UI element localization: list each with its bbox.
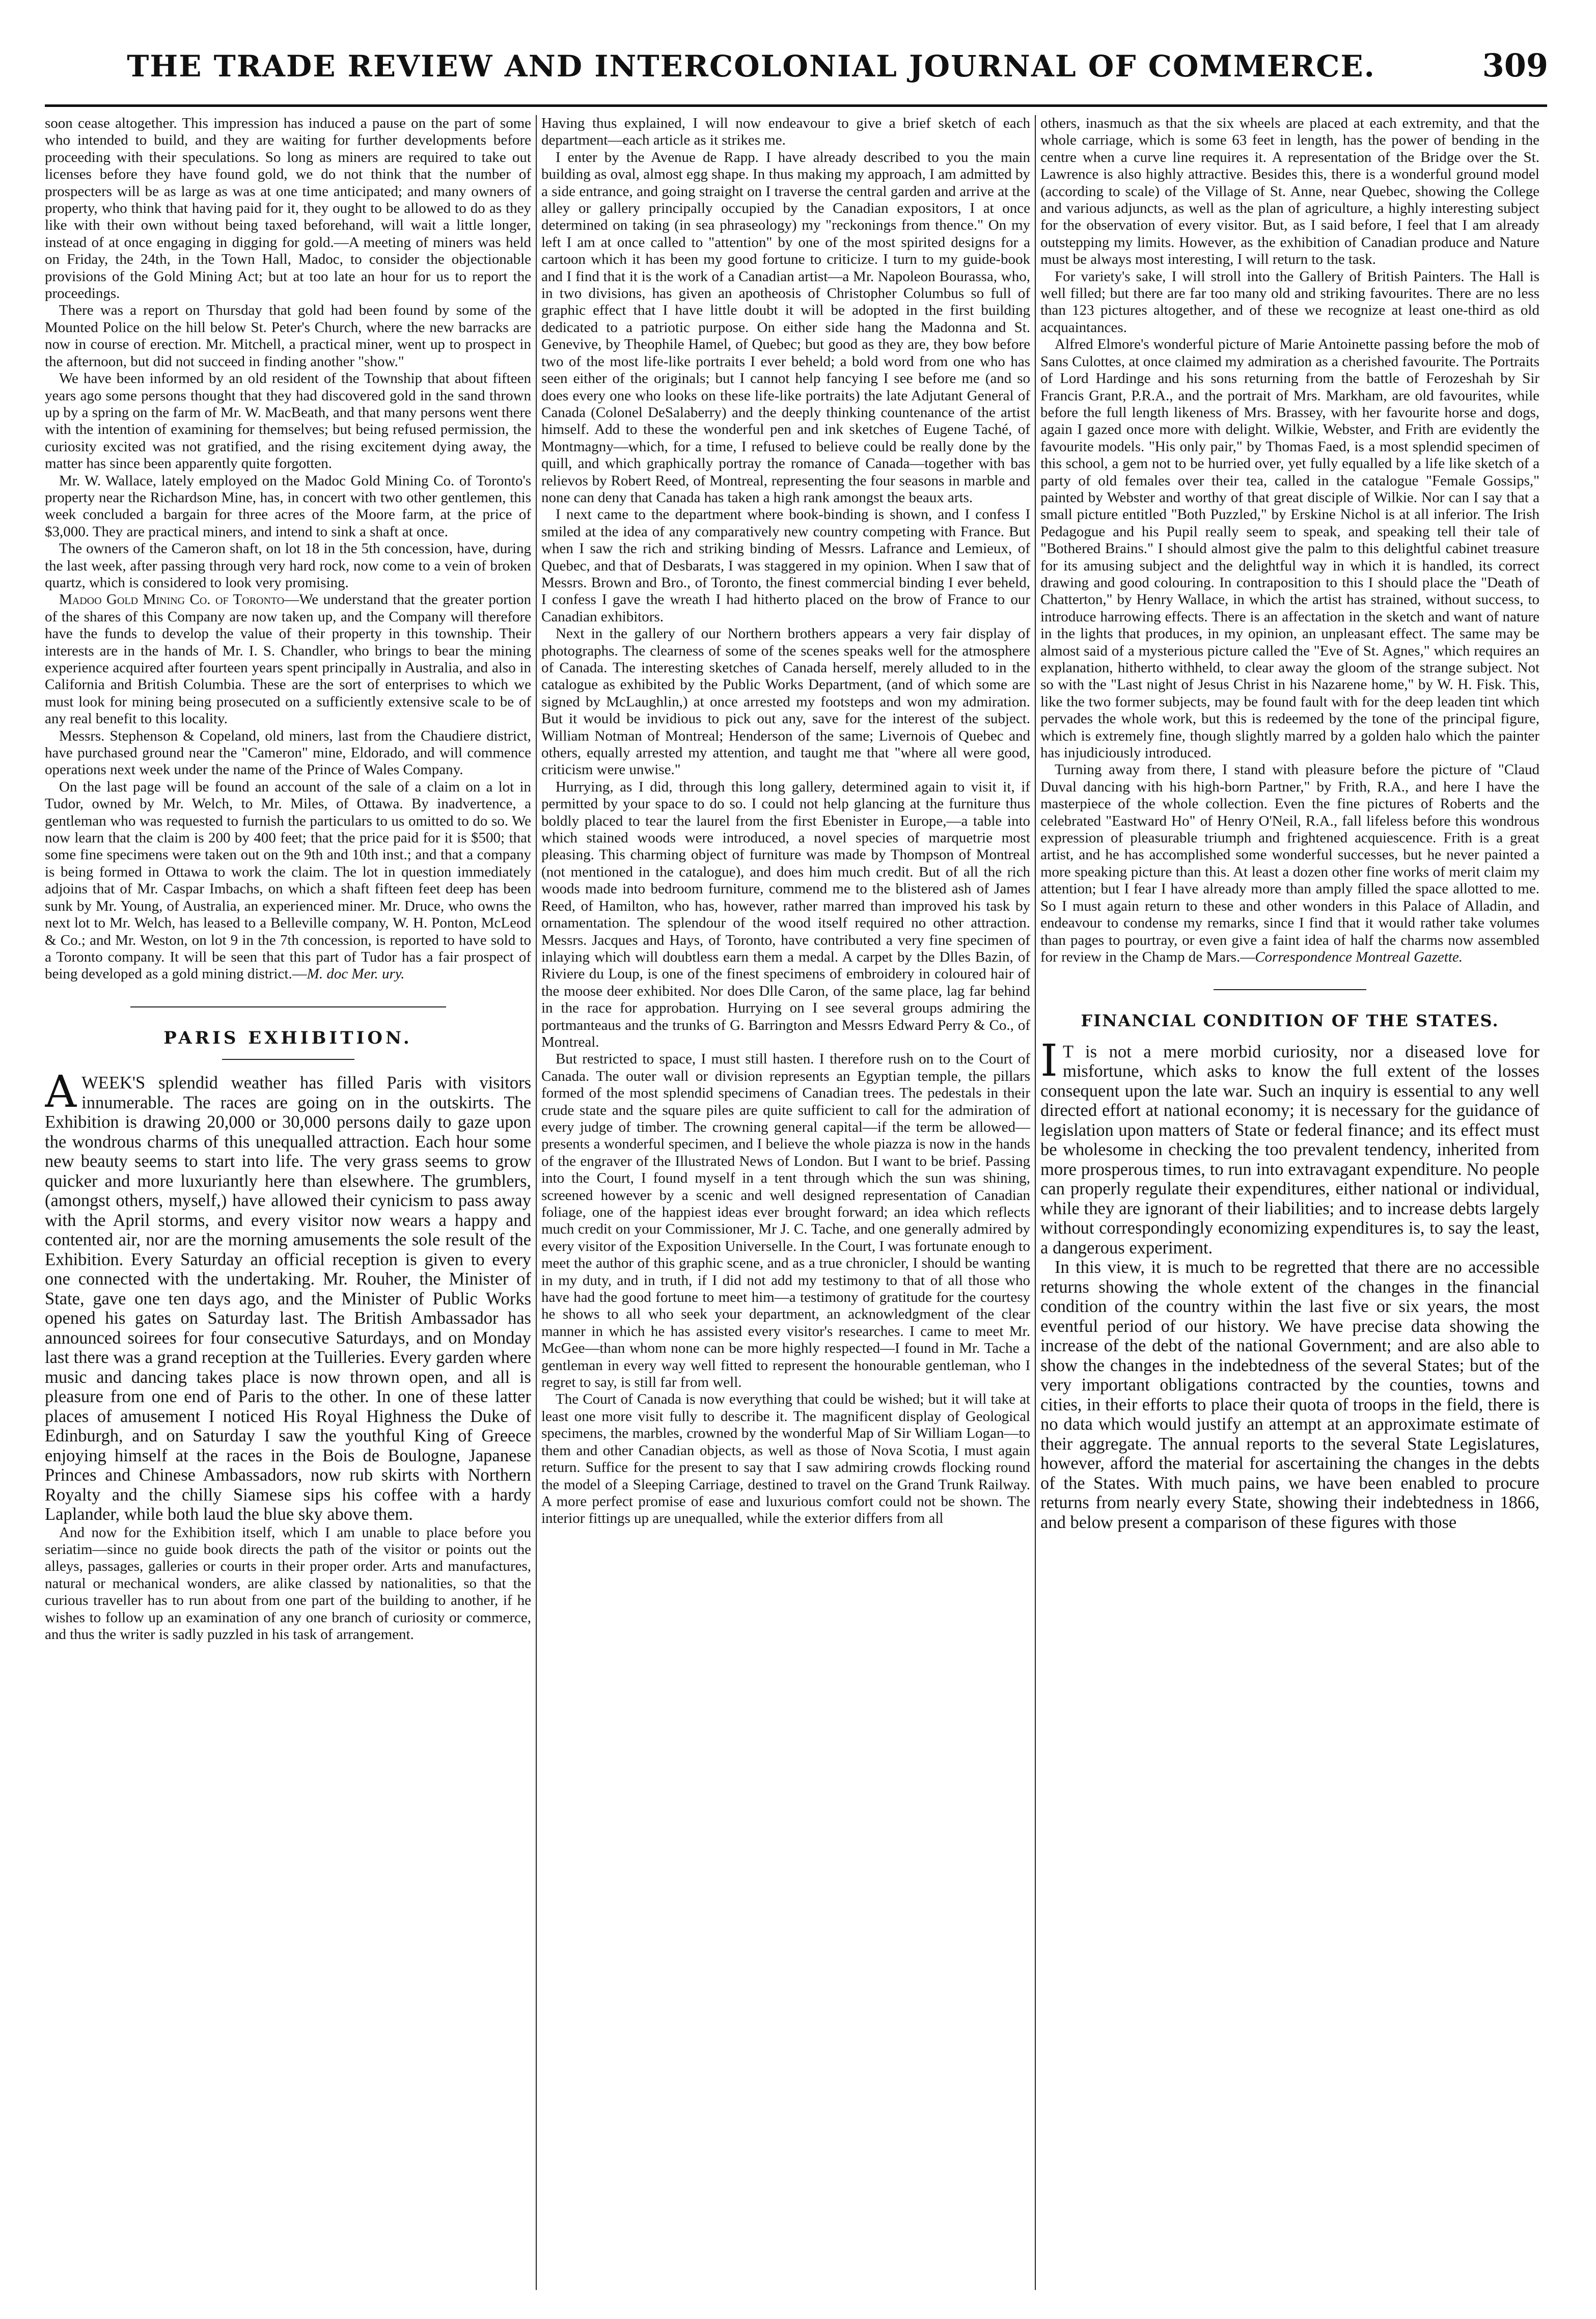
source-credit: Correspondence Montreal Gazette. bbox=[1255, 948, 1463, 965]
paragraph-text: On the last page will be found an account of the sale of a claim on a lot in Tudor, owned by Mr. Welch, to Mr. Miles, of Ottawa. By inadvertence, a gentleman who was requested to furnish the particulars to us omitted to do so. We now learn that the claim is 200 by 400 feet; that the price paid for it is $500; that some fine specimens were taken out on the 9th and 10th inst.; and that a company is being formed in Ottawa to work the claim. The lot in question immediately adjoins that of Mr. Caspar Imbachs, on which a shaft fifteen feet deep has been sunk by Mr. Young, of Australia, an experienced miner. Mr. Druce, who owns the next lot to Mr. Welch, has leased to a Belleville company, W. H. Ponton, McLeod & Co.; and Mr. Weston, on lot 9 in the 7th concession, is reported to have sold to a Toronto company. It will be seen that this part of Tudor has a fair prospect of being developed as a gold mining district.— bbox=[45, 778, 531, 983]
article-paragraph: soon cease altogether. This impression has induced a pause on the part of some who intended to build, and they are waiting for further developments before proceeding with their speculations. So long as miners are required to take out licenses before they have found gold, we do not think that the number of prospecters will be as large as was at one time anticipated; and many owners of property, who think that having paid for it, they ought to be allowed to do as they like with their own without being taxed beforehand, will wait a little longer, instead of at once engaging in digging for gold.—A meeting of miners was held on Friday, the 24th, in the Town Hall, Madoc, to consider the objectionable provisions of the Gold Mining Act; but at too late an hour for us to report the proceedings. bbox=[45, 115, 531, 302]
article-paragraph bbox=[45, 779, 531, 983]
article-headline-paris: PARIS EXHIBITION. bbox=[163, 1027, 412, 1048]
section-divider bbox=[1214, 989, 1366, 990]
headline-rule bbox=[222, 1059, 354, 1060]
article-paragraph: Having thus explained, I will now endeavour to give a brief sketch of each department—each article as it strikes me. bbox=[541, 115, 1030, 149]
article-paragraph: I enter by the Avenue de Rapp. I have already described to you the main building as oval, almost egg shape. In thus making my approach, I am admitted by a side entrance, and going straight on I traverse the central garden and arrive at the alley or gallery principally occupied by the Canadian expositors, I at once determined on taking (in sea phraseology) my "reckonings from thence." On my left I am at once called to "attention" by one of the most spirited designs for a cartoon which it has been my good fortune to criticize. I turn to my guide-book and I find that it is the work of a Canadian artist—a Mr. Napoleon Bourassa, who, in two divisions, has given an apotheosis of Christopher Columbus so full of graphic effect that I have little doubt it will be adopted in the first building dedicated to a patriotic purpose. On either side hang the Madonna and St. Genevive, by Theophile Hamel, of Quebec; but good as they are, they bow before two of the most life-like portraits I ever beheld; a bold word from one who has seen either of the originals; but I cannot help fancying I see before me (and so does every one who looks on these life-like portraits) the late Adjutant General of Canada (Colonel DeSalaberry) and the deeply thinking countenance of the artist himself. Add to these the wonderful pen and ink sketches of Eugene Taché, of Montmagny—which, for a time, I refused to believe could be really done by the quill, and which graphically portray the romance of Canada—together with bas relievos by Robert Reed, of Montreal, representing the four seasons in marble and none can deny that Canada has taken a high rank amongst the beaux arts. bbox=[541, 149, 1030, 506]
article-paragraph bbox=[1040, 761, 1539, 966]
drop-cap: I bbox=[1040, 1035, 1058, 1086]
paragraph-text: Turning away from there, I stand with pleasure before the picture of "Claud Duval dancing with his high-born Partner," by Frith, R.A., and here I have the masterpiece of the whole collection. Even the fine pictures of Roberts and the celebrated "Eastward Ho" of Henry O'Neil, R.A., fall lifeless before this wondrous expression of pleasurable triumph and frightened acquiescence. Frith is a great artist, and he has accomplished some wonderful successes, but he never painted a more speaking picture than this. At least a dozen other fine works of merit claim my attention; but I fear I have already more than amply filled the space allotted to me. So I must again return to these and other wonders in this Palace of Alladin, and endeavour to condense my remarks, since I find that it would rather take volumes than pages to pourtray, or even give a faint idea of half the charms now assembled for review in the Champ de Mars.— bbox=[1040, 761, 1539, 965]
article-paragraph: The Court of Canada is now everything that could be wished; but it will take at least one more visit fully to describe it. The magnificent display of Geological specimens, the marbles, crowned by the wonderful Map of Sir William Logan—to them and other Canadian objects, as well as those of Nova Scotia, I must again return. Suffice for the present to say that I saw admiring crowds flocking round the model of a Sleeping Carriage, destined to travel on the Grand Trunk Railway. A more perfect promise of ease and luxurious comfort could not be shown. The interior fittings up are unequalled, while the exterior differs from all bbox=[541, 1391, 1030, 1527]
article-headline-financial: FINANCIAL CONDITION OF THE STATES. bbox=[1081, 1011, 1499, 1031]
article-paragraph: Alfred Elmore's wonderful picture of Marie Antoinette passing before the mob of Sans Culottes, at once claimed my admiration as a cherished favourite. The Portraits of Lord Hardinge and his sons returning from the battle of Ferozeshah by Sir Francis Grant, P.R.A., and the portrait of Mrs. Markham, are old favourites, while before the full length likeness of Mrs. Brassey, with her favourite horse and dogs, again I gazed once more with delight. Wilkie, Webster, and Frith are evidently the favourite models. "His only pair," by Thomas Faed, is a most splendid specimen of this school, a gem not to be hurried over, yet fully equalled by a life like sketch of a party of old females over their tea, called in the catalogue "Female Gossips," painted by Webster and worthy of that great disciple of Wilkie. Nor can I say that a small picture entitled "Both Puzzled," by Erskine Nichol is at all inferior. The Irish Pedagogue and his Pupil really seem to speak, and speaking tell their tale of "Bothered Brains." I should almost give the palm to this delightful cabinet treasure for its amusing subject and the delightful way in which it is handled, its correct drawing and good colouring. In contraposition to this I should place the "Death of Chatterton," by Henry Wallace, in which the artist has strained, without success, to introduce harrowing effects. There is an affectation in the sketch and want of nature in the lights that produces, in my opinion, an unpleasant effect. The same may be almost said of a mysterious picture called the "Eve of St. Agnes," which requires an explanation, hitherto withheld, to clear away the gloom of the strange subject. Not so with the "Last night of Jesus Christ in his Nazarene home," by W. H. Fisk. This, like the two former subjects, may be found fault with for the deep leaden tint which pervades the whole work, but this is redeemed by the tone of the principal figure, which is extremely fine, though slightly marred by a golden halo which the painter has injudiciously introduced. bbox=[1040, 336, 1539, 761]
column-divider bbox=[536, 115, 537, 2290]
article-paragraph bbox=[45, 591, 531, 727]
source-credit: M. doc Mer. ury. bbox=[307, 966, 405, 983]
article-paragraph: But restricted to space, I must still hasten. I therefore rush on to the Court of Canada. The outer wall or division represents an Egyptian temple, the pillars formed of the most splendid specimens of Canadian trees. The pedestals in their crude state and the square piles are quite sufficient to call for the admiration of every judge of timber. The crowning general capital—if the term be allowed—presents a wonderful specimen, and I believe the whole piazza is now in the hands of the engraver of the Illustrated News of London. But I want to be brief. Passing into the Court, I found myself in a tent through which the sun was shining, screened however by a scenic and well designed representation of Canadian foliage, one of the happiest ideas ever brought forward; an idea which reflects much credit on your Commissioner, Mr J. C. Tache, and one generally admired by every visitor of the Exposition Universelle. In the Court, I was fortunate enough to meet the author of this graphic scene, and as a true chronicler, I should be wanting in my duty, and in truth, if I did not add my testimony to that of all those who have had the good fortune to meet him—a testimony of gratitude for the courtesy he shows to all who seek your department, an acknowledgment of the clear manner in which he has assisted every visitor's researches. I came to meet Mr. McGee—than whom none can be more highly respected—I found in Mr. Tache a gentleman in every way well fitted to represent the honourable gentleman, who I regret to say, is still far from well. bbox=[541, 1051, 1030, 1391]
page-number: 309 bbox=[1482, 47, 1548, 84]
article-paragraph: Next in the gallery of our Northern brothers appears a very fair display of photographs. The clearness of some of the scenes speaks well for the atmosphere of Canada. The interesting sketches of Canada herself, merely alluded to in the catalogue as exhibited by the Public Works Department, (and of which some are signed by McLaughlin,) at once arrested my footsteps and won my admiration. But it would be invidious to pick out any, save for the interest of the subject. William Notman of Montreal; Henderson of the same; Livernois of Quebec and others, equally arrested my attention, and taught me that "where all were good, criticism were unwise." bbox=[541, 625, 1030, 778]
paragraph-text: —We understand that the greater portion of the shares of this Company are now taken up, and the Company will therefore have the funds to develop the value of their property in this township. Their interests are in the hands of Mr. I. S. Chandler, who brings to bear the mining experience acquired after fourteen years spent principally in Australia, and also in California and British Columbia. These are the sort of enterprises to which we must look for mining being prosecuted on a sufficiently extensive scale to be of any real benefit to this locality. bbox=[45, 591, 531, 727]
article-paragraph: Hurrying, as I did, through this long gallery, determined again to visit it, if permitted by your space to do so. I could not help glancing at the furniture thus boldly placed to tear the laurel from the first Ebenister in Europe,—a table into which stained woods were introduced, a novel species of marquetrie most pleasing. This charming object of furniture was made by Thompson of Montreal (not mentioned in the catalogue), and does him much credit. But of all the rich woods made into bedroom furniture, commend me to the blistered ash of James Reed, of Hamilton, who has, however, rather marred than improved his task by ornamentation. The splendour of the wood itself required no other attraction. Messrs. Jacques and Hays, of Toronto, have contributed a very fine specimen of inlaying which will doubtless earn them a medal. A carpet by the Dlles Bazin, of Riviere du Loup, is one of the finest specimens of embroidery in coloured hair of the moose deer exhibited. Nor does Dlle Caron, of the same place, lag far behind in the race for approbation. Hurrying on I see several groups admiring the portmanteaus and the trunks of G. Barrington and Messrs Edward Perry & Co., of Montreal. bbox=[541, 778, 1030, 1050]
article-paragraph: Mr. W. Wallace, lately employed on the Madoc Gold Mining Co. of Toronto's property near the Richardson Mine, has, in concert with two other gentlemen, this week concluded a bargain for three acres of the Moore farm, at the price of $3,000. They are practical miners, and intend to sink a shaft at once. bbox=[45, 472, 531, 540]
paragraph-text: WEEK'S splendid weather has filled Paris with visitors innumerable. The races are going on in the outskirts. The Exhibition is drawing 20,000 or 30,000 persons daily to gaze upon the wondrous charms of this unequalled attraction. Each hour some new beauty seems to start into life. The very grass seems to grow quicker and more luxuriantly here than elsewhere. The grumblers, (amongst others, myself,) have allowed their cynicism to pass away with the April storms, and every visitor now wears a happy and contented air, nor are the morning amusements the sole result of the Exhibition. Every Saturday an official reception is given to every one connected with the undertaking. Mr. Rouher, the Minister of State, gave one ten days ago, and the Minister of Public Works opened his gates on Saturday last. The British Ambassador has announced soirees for four consecutive Saturdays, and on Monday last there was a grand reception at the Tuilleries. Every garden where music and dancing takes place is now thrown open, and all is pleasure from one end of Paris to the other. In one of these latter places of amusement I noticed His Royal Highness the Duke of Edinburgh, and on Saturday I saw the youthful King of Greece enjoying himself at the races in the Bois de Boulogne, Japanese Princes and Chinese Ambassadors, now rub skirts with Northern Royalty and the chilly Siamese sips his coffee with a hardy Laplander, while both laud the blue sky above them. bbox=[45, 1073, 531, 1524]
article-paragraph: For variety's sake, I will stroll into the Gallery of British Painters. The Hall is well filled; but there are far too many old and striking favourites. There are no less than 123 pictures altogether, and of these we recognize at least one-third as old acquaintances. bbox=[1040, 268, 1539, 336]
column-3 bbox=[1040, 115, 1539, 2290]
article-paragraph: We have been informed by an old resident of the Township that about fifteen years ago some persons thought that they had discovered gold in the sand thrown up by a spring on the farm of Mr. W. MacBeath, and that many persons went there with the intention of examining for themselves; but being refused permission, the curiosity excited was not gratified, and the rising excitement dying away, the matter has since been apparently quite forgotten. bbox=[45, 370, 531, 472]
article-paragraph: Messrs. Stephenson & Copeland, old miners, last from the Chaudiere district, have purchased ground near the "Cameron" mine, Eldorado, and will commence operations next week under the name of the Prince of Wales Company. bbox=[45, 727, 531, 778]
running-title: THE TRADE REVIEW AND INTERCOLONIAL JOURNAL OF COMMERCE. bbox=[127, 49, 1375, 84]
section-divider bbox=[130, 1006, 446, 1007]
paragraph-lead-in: Madoo Gold Mining Co. of Toronto bbox=[59, 591, 285, 608]
article-paragraph: I next came to the department where book-binding is shown, and I confess I smiled at the idea of any comparatively new country competing with France. But when I saw the rich and striking binding of Messrs. Lafrance and Lemieux, of Quebec, and that of Desbarats, I was staggered in my opinion. When I saw that of Messrs. Brown and Bro., of Toronto, the finest commercial binding I ever beheld, I confess I gave the wreath I had hitherto placed on the brow of France to our Canadian exhibitors. bbox=[541, 506, 1030, 625]
article-paragraph bbox=[1040, 1035, 1539, 1258]
article-paragraph: In this view, it is much to be regretted that there are no accessible returns showing the whole extent of the changes in the financial condition of the country within the last five or six years, the most eventful period of our history. We have precise data showing the increase of the debt of the national Government; and are also able to show the changes in the indebtedness of the several States; but of the very important obligations contracted by the counties, towns and cities, in their efforts to place their quota of troops in the field, there is no data which would justify an attempt at an approximate estimate of their aggregate. The annual reports to the several State Legislatures, however, afford the material for ascertaining the changes in the debts of the States. With much pains, we have been enabled to procure returns from nearly every State, showing their indebtedness in 1866, and below present a comparison of these figures with those bbox=[1040, 1258, 1539, 1532]
drop-cap: A bbox=[45, 1067, 77, 1118]
article-paragraph: There was a report on Thursday that gold had been found by some of the Mounted Police on the hill below St. Peter's Church, where the new barracks are now in course of erection. Mr. Mitchell, a practical miner, went up to prospect in the afternoon, but did not succeed in finding another "show." bbox=[45, 302, 531, 370]
article-paragraph bbox=[45, 1067, 531, 1524]
column-1 bbox=[45, 115, 531, 2290]
column-2 bbox=[541, 115, 1030, 2290]
article-paragraph: And now for the Exhibition itself, which I am unable to place before you seriatim—since no guide book directs the path of the visitor or points out the alleys, passages, galleries or courts in their proper order. Arts and manufactures, natural or mechanical wonders, are alike classed by nationalities, so that the curious traveller has to run about from one part of the building to another, if he wishes to follow up an examination of any one branch of curiosity or commerce, and thus the writer is sadly puzzled in his task of arrangement. bbox=[45, 1524, 531, 1643]
paragraph-text: T is not a mere morbid curiosity, nor a diseased love for misfortune, which asks to know the full extent of the losses consequent upon the late war. Such an inquiry is essential to any well directed effort at national economy; it is necessary for the guidance of legislation upon matters of State or federal finance; and its effect must be wholesome in checking the too prevalent tendency, inherited from more prosperous times, to run into extravagant expenditure. No people can properly regulate their expenditures, either national or individual, while they are ignorant of their liabilities; and to increase debts largely without correspondingly economizing expenditures is, to say the least, a dangerous experiment. bbox=[1040, 1042, 1539, 1258]
article-paragraph: others, inasmuch as that the six wheels are placed at each extremity, and that the whole carriage, which is some 63 feet in length, has the power of bending in the centre when a curve line requires it. A representation of the Bridge over the St. Lawrence is also highly attractive. Besides this, there is a wonderful ground model (according to scale) of the Village of St. Anne, near Quebec, showing the College and various adjuncts, as well as the plan of agriculture, a highly interesting subject for the observation of every visitor. But, as I said before, I feel that I am already outstepping my limits. However, as the exhibition of Canadian produce and Nature must be always most interesting, I will return to the task. bbox=[1040, 115, 1539, 268]
article-paragraph: The owners of the Cameron shaft, on lot 18 in the 5th concession, have, during the last week, after passing through very hard rock, now come to a vein of broken quartz, which is considered to look very promising. bbox=[45, 540, 531, 591]
header-rule bbox=[45, 104, 1547, 107]
column-divider bbox=[1035, 115, 1036, 2290]
